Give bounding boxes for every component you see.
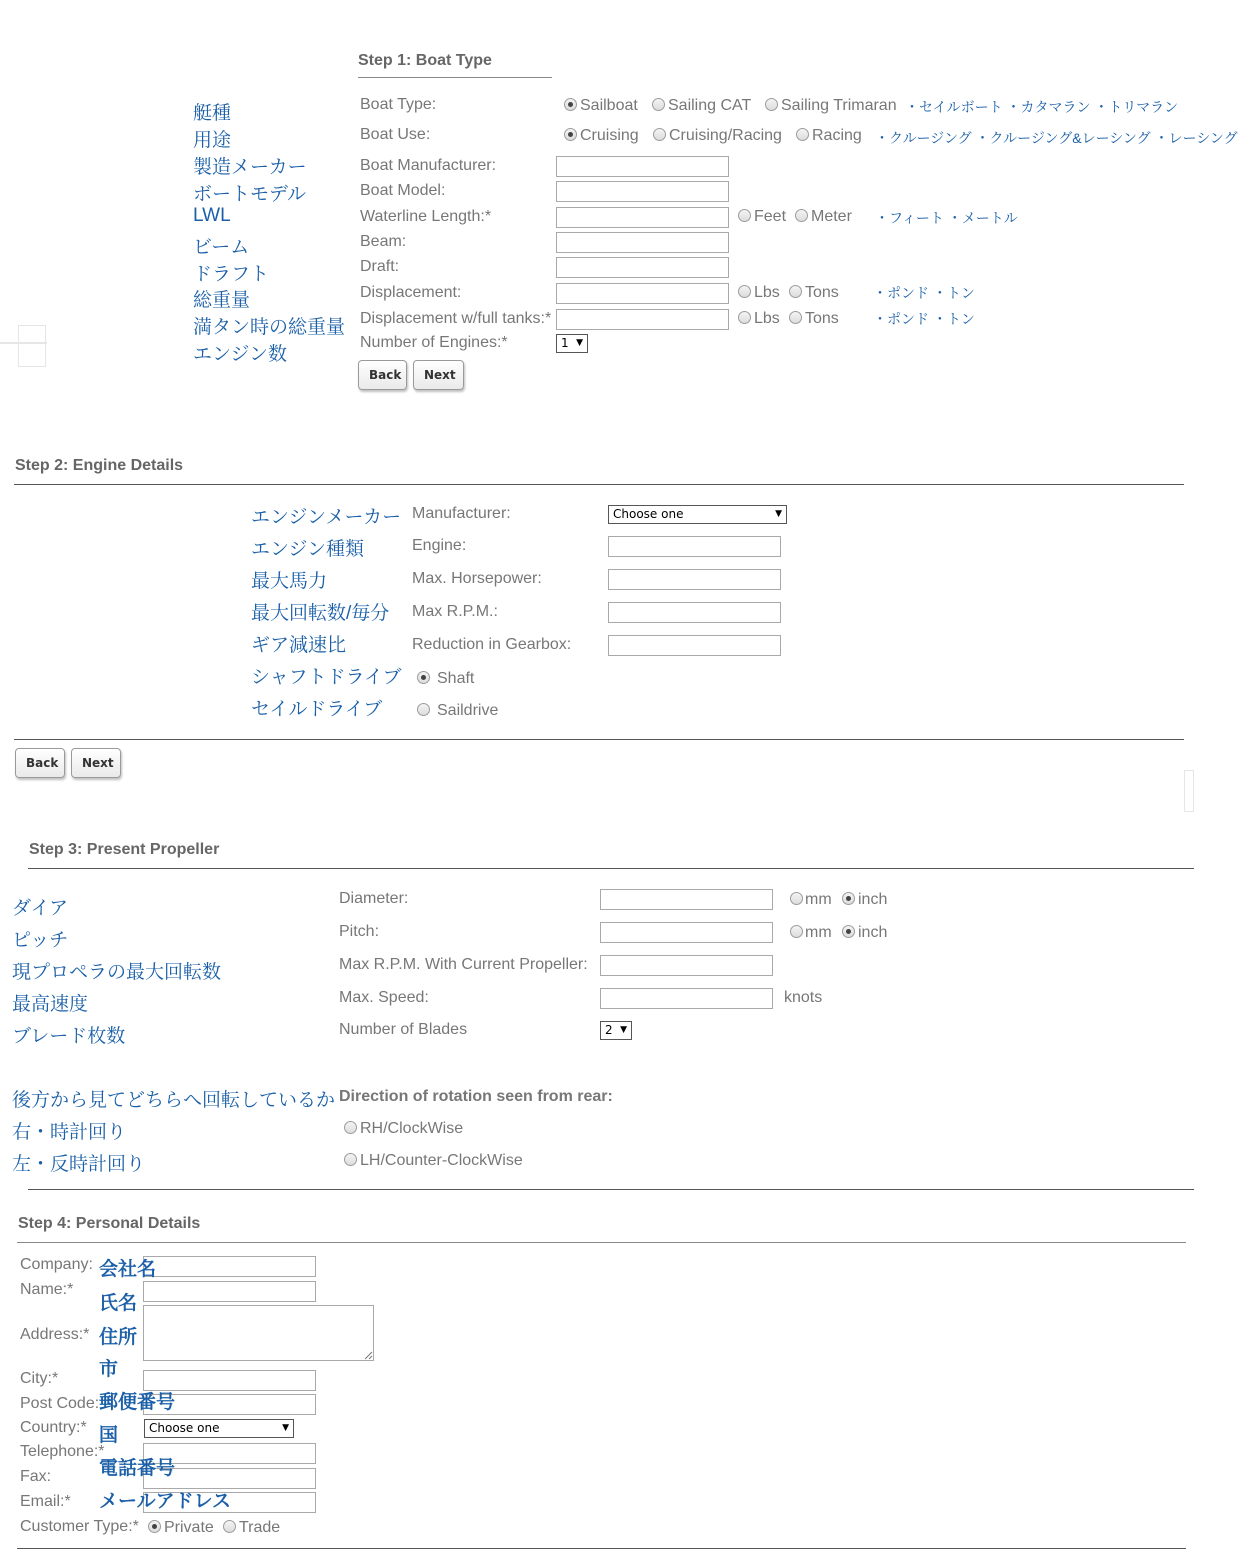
length-unit-radio-feet[interactable] [738,209,751,222]
company-input[interactable] [143,1256,316,1277]
drive-option-label: Shaft [437,670,475,687]
jp-label: ボートモデル [193,184,307,205]
country-value: Choose one [149,1421,220,1435]
jp-label: セイルドライブ [251,699,383,720]
boat-use-label: Boat Use: [360,126,431,143]
rotation-option-label: LH/Counter-ClockWise [360,1152,523,1169]
length-unit-jp-note: ・フィート ・メートル [875,210,1018,226]
propeller-rpm-label: Max R.P.M. With Current Propeller: [339,956,588,973]
name-input[interactable] [143,1281,316,1302]
number-of-blades-label: Number of Blades [339,1021,468,1038]
boat-type-option-label: Sailing CAT [668,97,752,114]
boat-type-option-label: Sailing Trimaran [781,97,897,114]
max-speed-input[interactable] [600,988,773,1009]
city-jp-label: 市 [99,1359,119,1380]
horsepower-label: Max. Horsepower: [412,570,542,587]
engine-rpm-label: Max R.P.M.: [412,603,498,620]
boat-use-option-label: Racing [812,127,862,144]
email-jp-label: メールアドレス [99,1491,232,1512]
waterline-length-label: Waterline Length:* [360,208,492,225]
background-decoration [0,342,47,344]
boat-model-label: Boat Model: [360,182,446,199]
address-textarea[interactable] [143,1305,374,1361]
length-unit-radio-meter[interactable] [795,209,808,222]
boat-type-radio-sailboat[interactable] [564,98,577,111]
step3-heading-divider [28,868,1194,869]
step4-bottom-divider [17,1548,1186,1549]
displacement-full-unit-radio-lbs[interactable] [738,311,751,324]
displacement-label: Displacement: [360,284,462,301]
boat-type-option-label: Sailboat [580,97,638,114]
boat-use-jp-note: ・クルージング ・クルージング&レーシング ・レーシング [875,130,1238,146]
displacement-full-label: Displacement w/full tanks:* [360,310,552,327]
jp-label: 製造メーカー [193,157,307,178]
speed-unit-label: knots [784,989,823,1006]
weight-unit-label: Tons [805,284,839,301]
boat-use-radio-cruising-racing[interactable] [653,128,666,141]
jp-label: ビーム [193,237,250,258]
diameter-label: Diameter: [339,890,409,907]
jp-label: 最高速度 [12,994,89,1015]
jp-label: 総重量 [193,290,251,311]
jp-label: ダイア [12,898,69,919]
boat-type-radio-trimaran[interactable] [765,98,778,111]
waterline-length-input[interactable] [556,207,729,228]
gearbox-input[interactable] [608,635,781,656]
jp-label: 最大回転数/毎分 [251,603,390,624]
telephone-jp-label: 電話番号 [99,1458,176,1479]
chevron-down-icon: ▼ [282,1423,289,1433]
step2-back-button[interactable]: Back [15,748,65,778]
background-decoration [18,325,46,367]
rotation-radio-lh[interactable] [344,1153,357,1166]
length-unit-label: Meter [811,208,852,225]
pitch-unit-radio-mm[interactable] [790,925,803,938]
jp-label: 満タン時の総重量 [193,317,346,338]
drive-radio-saildrive[interactable] [417,703,430,716]
step2-heading: Step 2: Engine Details [15,457,184,474]
resize-handle-icon[interactable] [364,1351,372,1359]
max-speed-label: Max. Speed: [339,989,429,1006]
number-of-engines-value: 1 [561,336,569,350]
step4-heading: Step 4: Personal Details [18,1215,201,1232]
jp-label: エンジン種類 [251,539,365,560]
chevron-down-icon: ▼ [576,338,583,348]
drive-radio-shaft[interactable] [417,671,430,684]
jp-label: 最大馬力 [251,571,328,592]
step3-bottom-divider [28,1189,1194,1190]
rotation-label: Direction of rotation seen from rear: [339,1088,613,1105]
boat-type-jp-note: ・セイルボート ・カタマラン ・トリマラン [905,99,1179,115]
name-jp-label: 氏名 [99,1293,138,1314]
jp-label: 現プロペラの最大回転数 [12,962,222,983]
diameter-unit-radio-mm[interactable] [790,892,803,905]
pitch-input[interactable] [600,922,773,943]
unit-label: mm [805,891,832,908]
engine-manufacturer-label: Manufacturer: [412,505,511,522]
address-label: Address:* [20,1326,90,1343]
jp-label: ギア減速比 [251,635,347,656]
number-of-blades-select[interactable] [600,1021,632,1040]
customer-type-option-label: Trade [239,1519,281,1536]
horsepower-input[interactable] [608,569,781,590]
country-label: Country:* [20,1419,87,1436]
engine-manufacturer-select[interactable] [608,505,787,524]
email-label: Email:* [20,1493,71,1510]
unit-label: inch [858,891,888,908]
engine-label: Engine: [412,537,467,554]
jp-label: ドラフト [193,264,270,285]
displacement-full-input[interactable] [556,309,729,330]
pitch-unit-radio-inch[interactable] [842,925,855,938]
weight-unit-label: Tons [805,310,839,327]
address-jp-label: 住所 [99,1327,138,1348]
displacement-unit-radio-lbs[interactable] [738,285,751,298]
displacement-unit-radio-tons[interactable] [789,285,802,298]
beam-label: Beam: [360,233,407,250]
rotation-jp-label: 後方から見てどちらへ回転しているか [12,1090,336,1111]
boat-model-input[interactable] [556,181,729,202]
customer-type-label: Customer Type:* [20,1518,139,1535]
boat-use-radio-racing[interactable] [796,128,809,141]
weight-unit-label: Lbs [754,284,780,301]
background-decoration [1184,770,1194,812]
propeller-rpm-input[interactable] [600,955,773,976]
step2-bottom-divider [14,739,1184,740]
rotation-option-label: RH/ClockWise [360,1120,464,1137]
country-select[interactable] [144,1419,294,1438]
weight-unit-jp-note: ・ポンド ・トン [873,285,975,301]
step1-heading: Step 1: Boat Type [358,52,492,69]
post-code-label: Post Code: [20,1395,100,1412]
boat-type-label: Boat Type: [360,96,437,113]
unit-label: mm [805,924,832,941]
fax-label: Fax: [20,1468,52,1485]
number-of-blades-value: 2 [605,1023,613,1037]
lh-jp-label: 左・反時計回り [12,1154,146,1175]
step1-next-button[interactable]: Next [413,360,464,390]
step2-next-button[interactable]: Next [71,748,121,778]
jp-label: エンジン数 [193,344,288,365]
post-code-jp-label: 郵便番号 [99,1392,176,1413]
step1-back-button[interactable]: Back [358,360,407,390]
jp-label: 艇種 [193,103,232,124]
jp-label: シャフトドライブ [251,667,402,688]
boat-use-option-label: Cruising/Racing [669,127,782,144]
step3-heading: Step 3: Present Propeller [29,841,220,858]
jp-label: エンジンメーカー [251,507,402,528]
draft-input[interactable] [556,257,729,278]
displacement-full-unit-radio-tons[interactable] [789,311,802,324]
country-jp-label: 国 [99,1425,119,1446]
pitch-label: Pitch: [339,923,380,940]
chevron-down-icon: ▼ [775,509,782,519]
customer-type-radio-private[interactable] [148,1520,161,1533]
number-of-engines-select[interactable] [556,334,588,353]
displacement-input[interactable] [556,283,729,304]
weight-unit-label: Lbs [754,310,780,327]
chevron-down-icon: ▼ [620,1025,627,1035]
boat-manufacturer-input[interactable] [556,156,729,177]
engine-rpm-input[interactable] [608,602,781,623]
company-label: Company: [20,1256,93,1273]
boat-manufacturer-label: Boat Manufacturer: [360,157,497,174]
customer-type-radio-trade[interactable] [223,1520,236,1533]
city-label: City:* [20,1370,59,1387]
step1-heading-divider [358,77,552,78]
jp-label: 用途 [193,130,232,151]
jp-label: ピッチ [12,930,69,951]
jp-label: ブレード枚数 [12,1026,126,1047]
diameter-unit-radio-inch[interactable] [842,892,855,905]
step2-heading-divider [14,484,1184,485]
beam-input[interactable] [556,232,729,253]
jp-label: LWL [193,205,231,226]
step4-heading-divider [17,1242,1186,1243]
rotation-radio-rh[interactable] [344,1121,357,1134]
boat-use-option-label: Cruising [580,127,639,144]
customer-type-option-label: Private [164,1519,214,1536]
diameter-input[interactable] [600,889,773,910]
name-label: Name:* [20,1281,74,1298]
drive-option-label: Saildrive [437,702,499,719]
rh-jp-label: 右・時計回り [12,1122,127,1143]
draft-label: Draft: [360,258,400,275]
engine-input[interactable] [608,536,781,557]
number-of-engines-label: Number of Engines:* [360,334,508,351]
telephone-label: Telephone:* [20,1443,105,1460]
length-unit-label: Feet [754,208,787,225]
boat-use-radio-cruising[interactable] [564,128,577,141]
company-jp-label: 会社名 [99,1259,157,1280]
unit-label: inch [858,924,888,941]
gearbox-label: Reduction in Gearbox: [412,636,572,653]
weight-unit-jp-note: ・ポンド ・トン [873,311,975,327]
boat-type-radio-sailing-cat[interactable] [652,98,665,111]
engine-manufacturer-value: Choose one [613,507,684,521]
